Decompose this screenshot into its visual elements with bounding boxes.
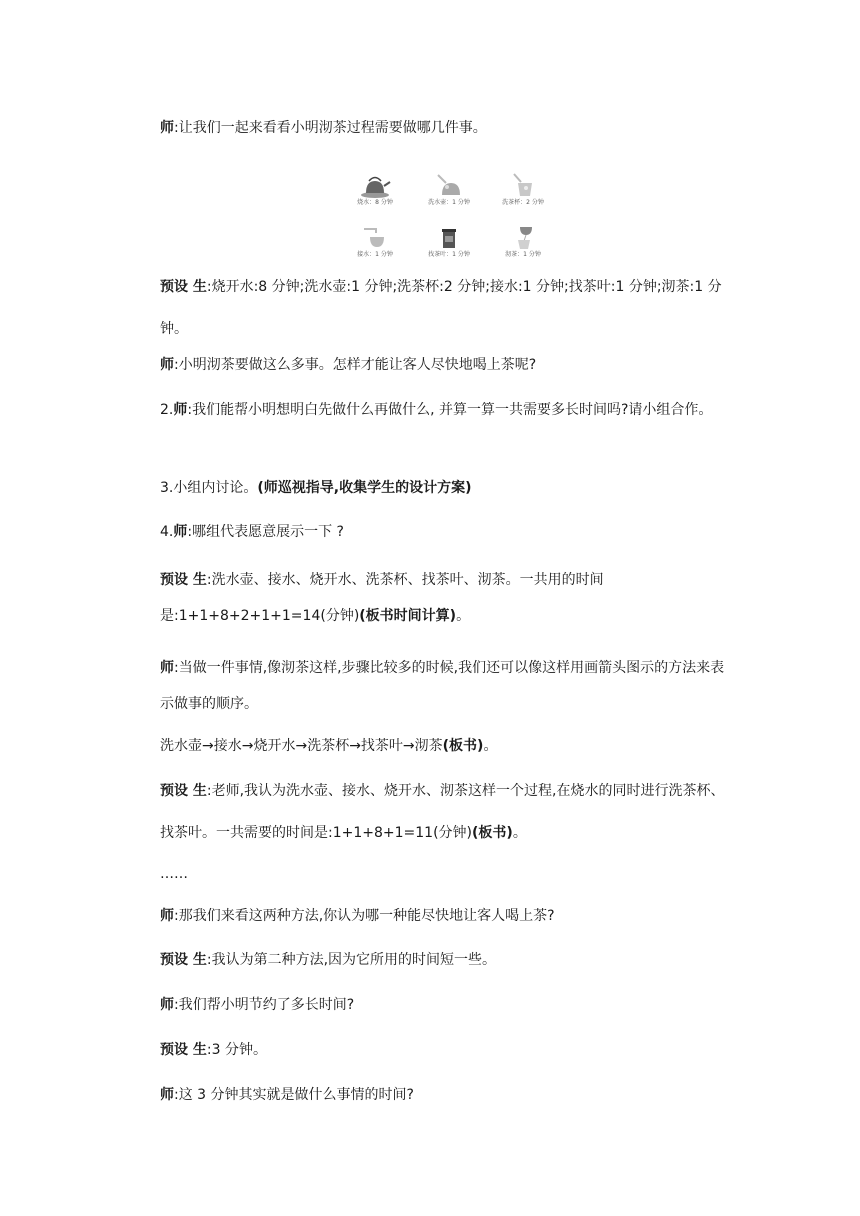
paragraph-1: 师:让我们一起来看看小明沏茶过程需要做哪几件事。 <box>160 120 487 136</box>
paragraph-4: 2.师:我们能帮小明想明白先做什么再做什么, 并算一算一共需要多长时间吗?请小组合作。 <box>160 402 713 418</box>
paragraph-16: 师:这 3 分钟其实就是做什么事情的时间? <box>160 1087 414 1103</box>
paragraph-5: 3.小组内讨论。(师巡视指导,收集学生的设计方案) <box>160 480 472 496</box>
wash-cup-icon <box>506 171 540 199</box>
paragraph-7: 预设 生:洗水壶、接水、烧开水、洗茶杯、找茶叶、沏茶。一共用的时间是:1+1+8+2+1+1=14(分钟)(板书时间计算)。 <box>160 572 604 624</box>
figure-boil-water: 烧水：8 分钟 <box>338 157 412 209</box>
paragraph-3: 师:小明沏茶要做这么多事。怎样才能让客人尽快地喝上茶呢? <box>160 357 537 373</box>
paragraph-2: 预设 生:烧开水:8 分钟;洗水壶:1 分钟;洗茶杯:2 分钟;接水:1 分钟;找茶叶:1 分钟;沏茶:1 分钟。 <box>160 279 722 337</box>
wash-kettle-icon <box>432 171 466 199</box>
tea-can-icon <box>432 223 466 251</box>
figure-brew-tea: 沏茶：1 分钟 <box>486 209 560 261</box>
figure-wash-kettle: 洗水壶：1 分钟 <box>412 157 486 209</box>
brew-tea-icon <box>506 223 540 251</box>
paragraph-13: 预设 生:我认为第二种方法,因为它所用的时间短一些。 <box>160 952 497 968</box>
paragraph-15: 预设 生:3 分钟。 <box>160 1042 267 1058</box>
paragraph-14: 师:我们帮小明节约了多长时间? <box>160 997 355 1013</box>
figure-fetch-water: 接水：1 分钟 <box>338 209 412 261</box>
tea-process-figure <box>338 157 560 261</box>
faucet-icon <box>358 223 392 251</box>
kettle-icon <box>358 173 392 199</box>
paragraph-8: 师:当做一件事情,像沏茶这样,步骤比较多的时候,我们还可以像这样用画箭头图示的方法来表示做事的顺序。 <box>160 660 725 712</box>
paragraph-9: 洗水壶→接水→烧开水→洗茶杯→找茶叶→沏茶(板书)。 <box>160 738 498 754</box>
paragraph-6: 4.师:哪组代表愿意展示一下 ? <box>160 524 344 540</box>
paragraph-11-ellipsis: …… <box>160 866 188 882</box>
figure-wash-cup: 洗茶杯：2 分钟 <box>486 157 560 209</box>
paragraph-10: 预设 生:老师,我认为洗水壶、接水、烧开水、沏茶这样一个过程,在烧水的同时进行洗茶杯、找茶叶。一共需要的时间是:1+1+8+1=11(分钟)(板书)。 <box>160 783 725 841</box>
paragraph-12: 师:那我们来看这两种方法,你认为哪一种能尽快地让客人喝上茶? <box>160 908 555 924</box>
figure-find-tea: 找茶叶：1 分钟 <box>412 209 486 261</box>
